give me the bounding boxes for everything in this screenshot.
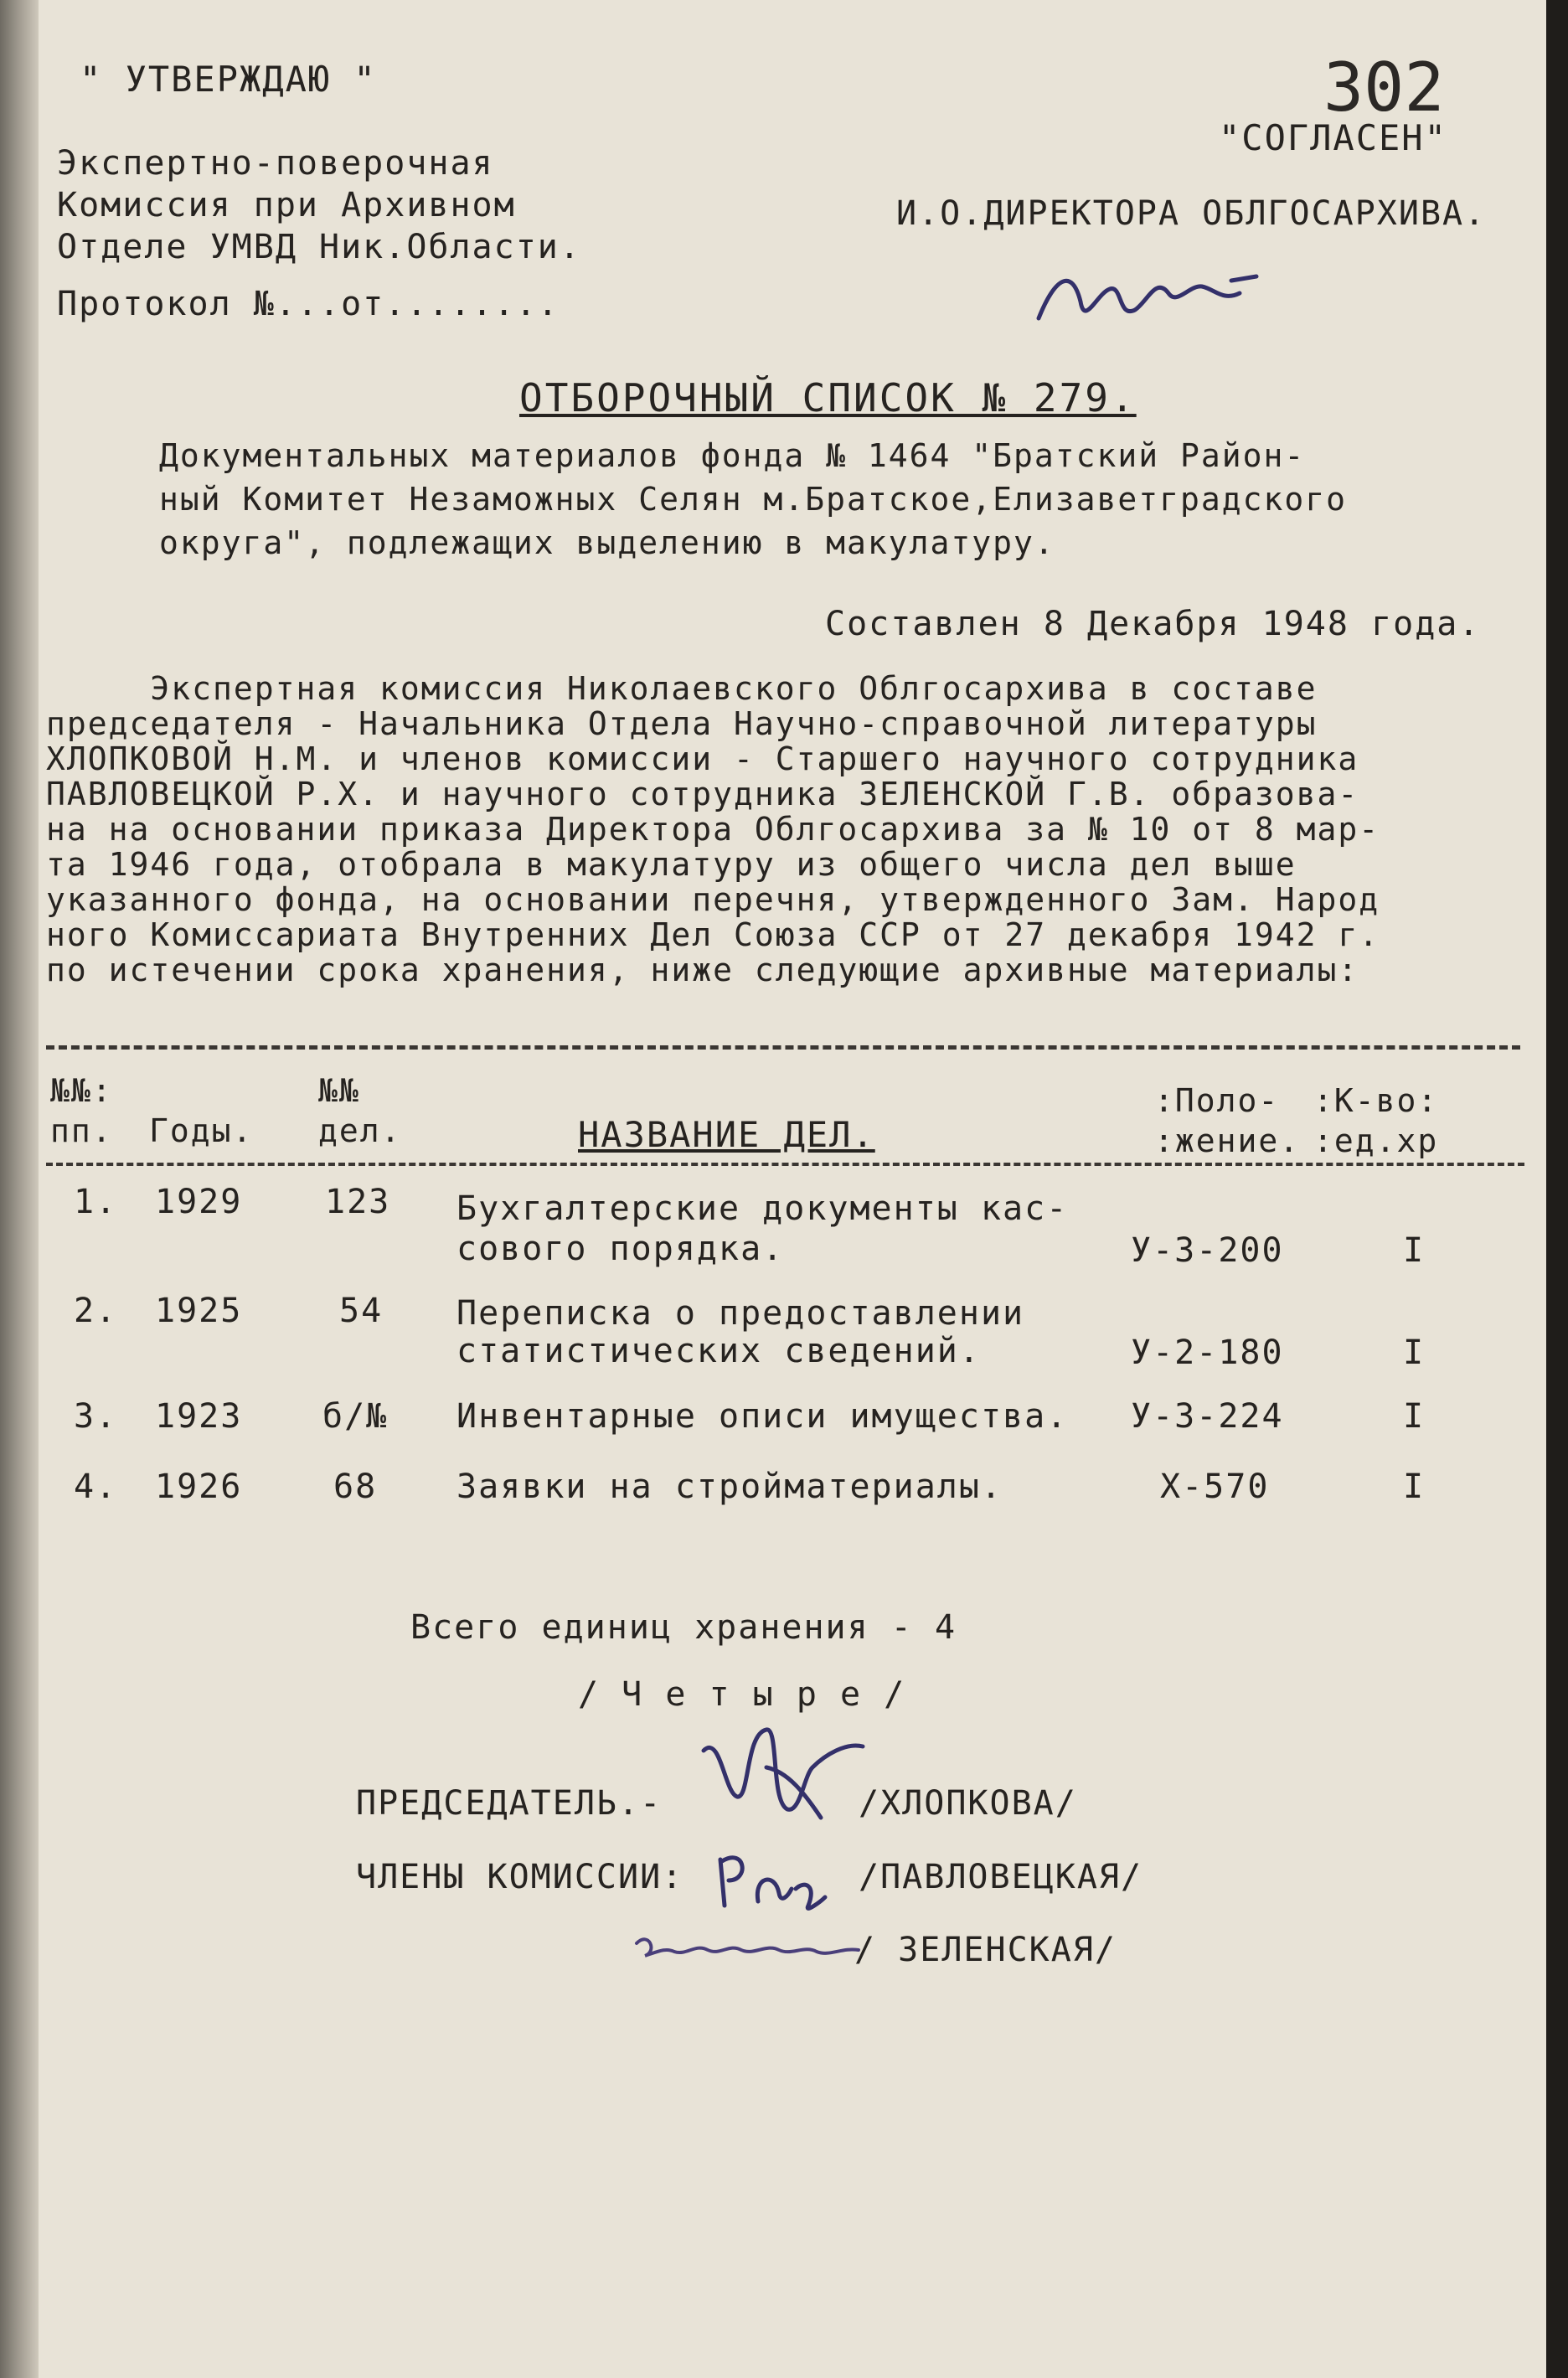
- row-num: 3.: [74, 1397, 118, 1436]
- row-name: Переписка о предоставлении: [456, 1294, 1025, 1333]
- row-name: Инвентарные описи имущества.: [456, 1397, 1069, 1436]
- document-title: ОТБОРОЧНЫЙ СПИСОК № 279.: [519, 375, 1137, 420]
- header-num: №№:: [50, 1072, 113, 1109]
- header-files: №№: [318, 1072, 360, 1109]
- row-count: I: [1403, 1468, 1426, 1506]
- total-units-words: / Ч е т ы р е /: [578, 1675, 906, 1714]
- body-line: Экспертная комиссия Николаевского Облгосархива в составе: [46, 670, 1318, 707]
- header-position: :жение.: [1154, 1122, 1301, 1159]
- row-count: I: [1403, 1397, 1426, 1436]
- body-line: ХЛОПКОВОЙ Н.М. и членов комиссии - Старшего научного сотрудника: [46, 740, 1359, 777]
- members-label: ЧЛЕНЫ КОМИССИИ:: [356, 1858, 684, 1896]
- folio-number: 302: [1323, 49, 1445, 126]
- body-line: указанного фонда, на основании перечня, утвержденного Зам. Народ: [46, 881, 1380, 918]
- member1-name: /ПАВЛОВЕЦКАЯ/: [859, 1858, 1143, 1896]
- member2-name: / ЗЕЛЕНСКАЯ/: [854, 1931, 1117, 1969]
- row-position: У-2-180: [1131, 1333, 1284, 1372]
- header-files: дел.: [318, 1112, 402, 1149]
- header-position: :Поло-: [1154, 1082, 1280, 1119]
- body-line: председателя - Начальника Отдела Научно-справочной литературы: [46, 705, 1318, 742]
- row-count: I: [1403, 1333, 1426, 1372]
- row-file: б/№: [322, 1397, 389, 1436]
- header-years: Годы.: [149, 1112, 254, 1149]
- row-name: сового порядка.: [456, 1230, 785, 1268]
- subtitle-line: Документальных материалов фонда № 1464 "Братский Район-: [159, 437, 1306, 474]
- subtitle-line: ный Комитет Незаможных Селян м.Братское,Елизаветградского: [159, 481, 1348, 518]
- row-num: 1.: [74, 1183, 118, 1221]
- row-name: статистических сведений.: [456, 1332, 981, 1370]
- compiled-date: Составлен 8 Декабря 1948 года.: [825, 605, 1481, 643]
- approval-line: Отделе УМВД Ник.Области.: [57, 228, 581, 266]
- header-count: :ед.хр: [1313, 1122, 1439, 1159]
- row-name: Заявки на стройматериалы.: [456, 1468, 1003, 1506]
- row-position: Х-570: [1160, 1468, 1270, 1506]
- row-name: Бухгалтерские документы кас-: [456, 1189, 1069, 1228]
- row-year: 1926: [155, 1468, 243, 1506]
- header-name: НАЗВАНИЕ ДЕЛ.: [578, 1114, 875, 1155]
- table-header-rule: [46, 1163, 1524, 1166]
- approval-line: Комиссия при Архивном: [57, 186, 516, 224]
- director-line: И.О.ДИРЕКТОРА ОБЛГОСАРХИВА.: [896, 194, 1487, 233]
- binding-spine: [0, 0, 39, 2378]
- row-file: 68: [333, 1468, 378, 1506]
- approval-line: Экспертно-поверочная: [57, 144, 494, 183]
- body-line: ПАВЛОВЕЦКОЙ Р.Х. и научного сотрудника ЗЕЛЕНСКОЙ Г.В. образова-: [46, 776, 1359, 812]
- chair-label: ПРЕДСЕДАТЕЛЬ.-: [356, 1784, 663, 1823]
- header-count: :К-во:: [1313, 1082, 1439, 1119]
- body-line: ного Комиссариата Внутренних Дел Союза ССР от 27 декабря 1942 г.: [46, 916, 1380, 953]
- row-position: У-3-224: [1131, 1397, 1284, 1436]
- total-units: Всего единиц хранения - 4: [410, 1608, 957, 1647]
- director-signature: [1030, 243, 1282, 343]
- agreed-heading: "СОГЛАСЕН": [1219, 117, 1447, 158]
- row-num: 4.: [74, 1468, 118, 1506]
- member1-signature: [712, 1843, 829, 1918]
- header-num: пп.: [50, 1112, 113, 1149]
- approval-heading: " УТВЕРЖДАЮ ": [80, 59, 377, 100]
- table-top-rule: [46, 1045, 1520, 1050]
- chair-name: /ХЛОПКОВА/: [859, 1784, 1077, 1823]
- row-year: 1923: [155, 1397, 243, 1436]
- row-file: 123: [325, 1183, 391, 1221]
- row-file: 54: [339, 1292, 384, 1330]
- member2-signature: [628, 1918, 871, 1977]
- row-count: I: [1403, 1231, 1426, 1270]
- chair-signature: [687, 1717, 871, 1843]
- row-num: 2.: [74, 1292, 118, 1330]
- subtitle-line: округа", подлежащих выделению в макулатуру.: [159, 524, 1055, 561]
- row-year: 1929: [155, 1183, 243, 1221]
- body-line: на на основании приказа Директора Облгосархива за № 10 от 8 мар-: [46, 811, 1380, 848]
- row-year: 1925: [155, 1292, 243, 1330]
- body-line: по истечении срока хранения, ниже следующие архивные материалы:: [46, 952, 1359, 988]
- protocol-line: Протокол №...от........: [57, 285, 560, 323]
- body-line: та 1946 года, отобрала в макулатуру из общего числа дел выше: [46, 846, 1297, 883]
- row-position: У-3-200: [1131, 1231, 1284, 1270]
